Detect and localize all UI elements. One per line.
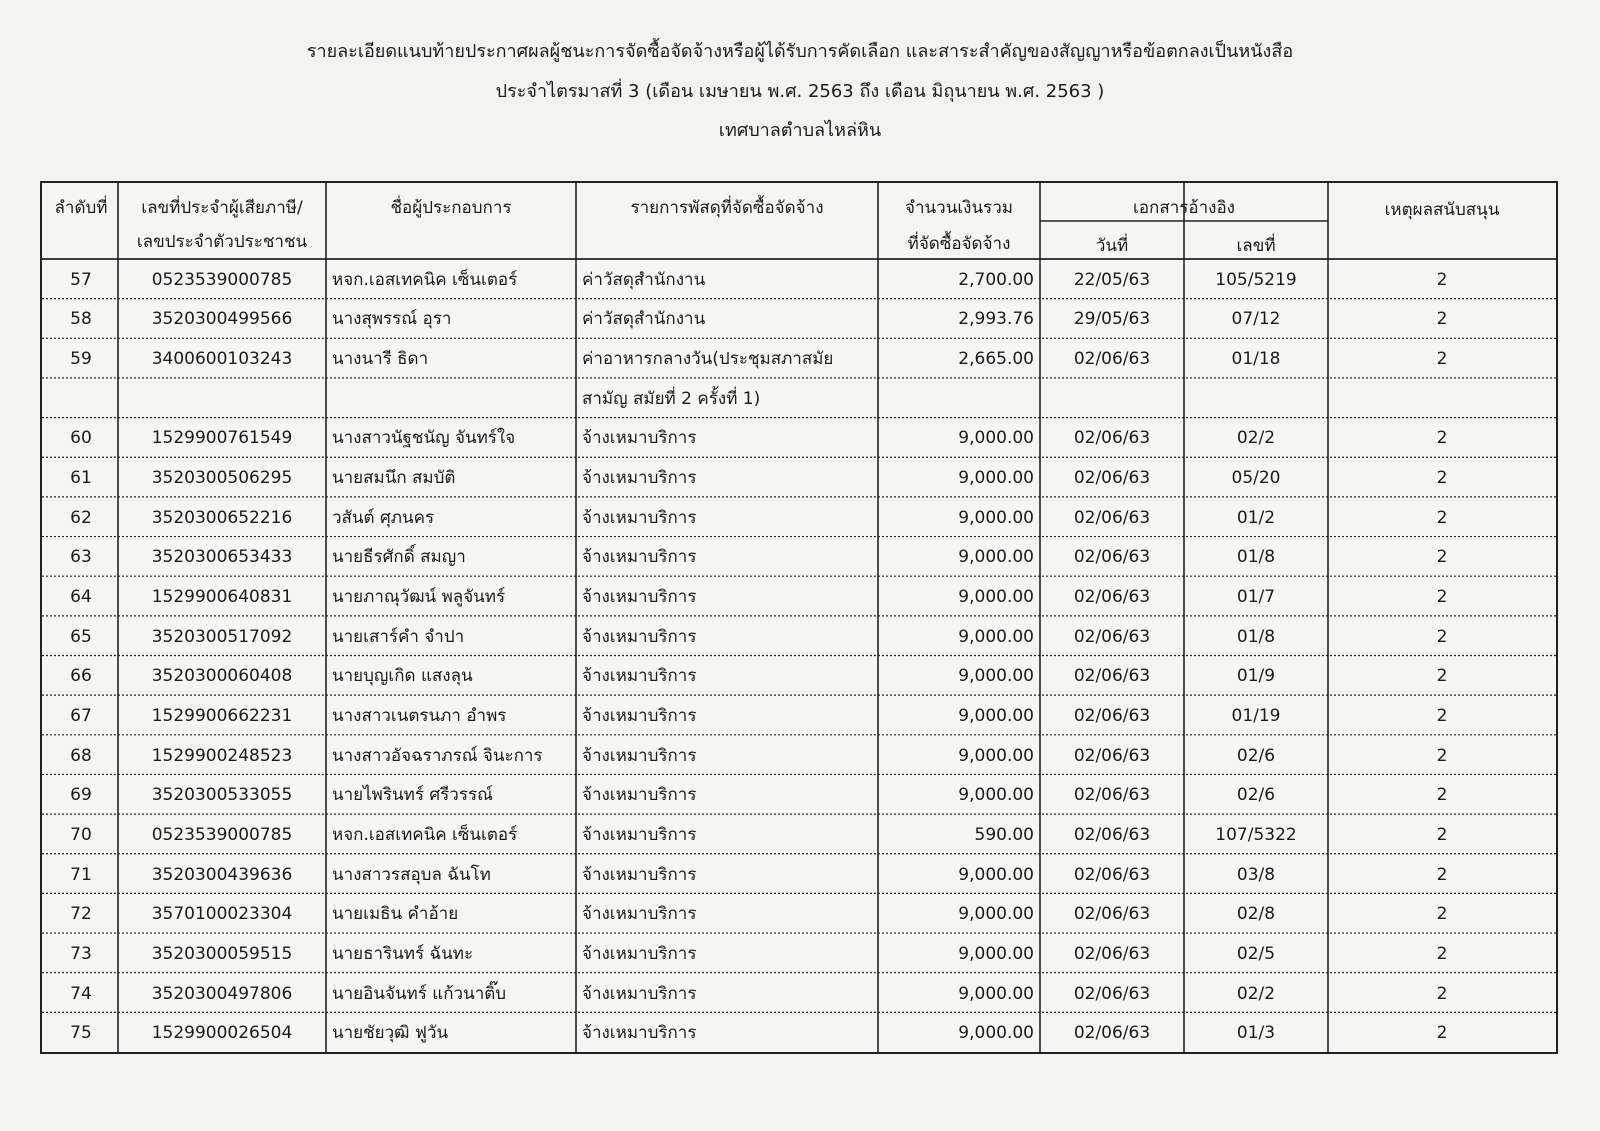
row-ref-date: 02/06/63	[1073, 349, 1151, 370]
row-reason: 2	[1436, 547, 1448, 568]
row-ref-no: 01/7	[1236, 587, 1276, 608]
row-vendor: หจก.เอสเทคนิค เซ็นเตอร์	[332, 269, 518, 290]
row-item: จ้างเหมาบริการ	[582, 983, 697, 1004]
row-reason: 2	[1436, 309, 1448, 330]
row-reason: 2	[1436, 943, 1448, 964]
row-number: 61	[70, 468, 92, 489]
column-header-ref-date: วันที่	[1095, 236, 1129, 256]
row-amount: 9,000.00	[958, 468, 1034, 489]
row-amount: 9,000.00	[958, 1023, 1034, 1044]
row-tax-id: 1529900662231	[151, 705, 293, 726]
row-amount: 9,000.00	[958, 705, 1034, 726]
row-item: จ้างเหมาบริการ	[582, 1023, 697, 1044]
row-tax-id: 0523539000785	[151, 824, 293, 845]
row-reason: 2	[1436, 824, 1448, 845]
row-vendor: นายภาณุวัฒน์ พลูจันทร์	[332, 587, 506, 608]
row-amount: 590.00	[974, 824, 1034, 845]
row-ref-date: 29/05/63	[1073, 309, 1151, 330]
row-amount: 9,000.00	[958, 785, 1034, 806]
row-item: จ้างเหมาบริการ	[582, 468, 697, 489]
row-reason: 2	[1436, 349, 1448, 370]
row-tax-id: 3520300497806	[151, 983, 293, 1004]
row-reason: 2	[1436, 269, 1448, 290]
row-tax-id: 3400600103243	[151, 349, 293, 370]
row-item: จ้างเหมาบริการ	[582, 943, 697, 964]
row-vendor: นายไพรินทร์ ศรีวรรณ์	[332, 785, 493, 806]
row-item: จ้างเหมาบริการ	[582, 824, 697, 845]
row-ref-no: 01/2	[1236, 507, 1276, 528]
row-vendor: นางนารี ธิดา	[332, 349, 429, 370]
row-ref-date: 02/06/63	[1073, 983, 1151, 1004]
row-reason: 2	[1436, 983, 1448, 1004]
row-ref-no: 07/12	[1231, 309, 1281, 330]
row-amount: 9,000.00	[958, 666, 1034, 687]
row-tax-id: 3520300439636	[151, 864, 293, 885]
row-number: 60	[70, 428, 92, 449]
row-number: 75	[70, 1023, 92, 1044]
row-tax-id: 3520300059515	[151, 943, 293, 964]
row-ref-date: 02/06/63	[1073, 626, 1151, 647]
row-item: จ้างเหมาบริการ	[582, 745, 697, 766]
row-number: 63	[70, 547, 92, 568]
row-vendor: นายสมนึก สมบัติ	[332, 468, 456, 489]
row-ref-no: 107/5322	[1215, 824, 1297, 845]
row-tax-id: 3520300499566	[151, 309, 293, 330]
row-ref-date: 02/06/63	[1073, 824, 1151, 845]
row-amount: 9,000.00	[958, 943, 1034, 964]
row-reason: 2	[1436, 666, 1448, 687]
row-tax-id: 3570100023304	[151, 904, 293, 925]
row-reason: 2	[1436, 745, 1448, 766]
row-amount: 2,665.00	[958, 349, 1034, 370]
row-number: 69	[70, 785, 92, 806]
row-ref-no: 02/6	[1236, 785, 1276, 806]
row-number: 62	[70, 507, 92, 528]
row-amount: 9,000.00	[958, 745, 1034, 766]
row-vendor: นางสาวนัฐชนัญ จันทร์ใจ	[332, 428, 516, 449]
row-reason: 2	[1436, 428, 1448, 449]
row-amount: 9,000.00	[958, 904, 1034, 925]
row-tax-id: 3520300060408	[151, 666, 293, 687]
row-ref-date: 02/06/63	[1073, 1023, 1151, 1044]
row-ref-date: 02/06/63	[1073, 666, 1151, 687]
row-number: 70	[70, 824, 92, 845]
row-ref-date: 02/06/63	[1073, 428, 1151, 449]
row-ref-no: 01/9	[1236, 666, 1276, 687]
row-number: 59	[70, 349, 92, 370]
row-ref-no: 02/2	[1236, 428, 1276, 449]
row-vendor: นายเมธิน คำอ้าย	[332, 904, 459, 925]
column-header-no: ลำดับที่	[54, 198, 108, 218]
row-item: สามัญ สมัยที่ 2 ครั้งที่ 1)	[582, 388, 761, 409]
row-ref-no: 01/3	[1236, 1023, 1276, 1044]
row-reason: 2	[1436, 507, 1448, 528]
row-item: จ้างเหมาบริการ	[582, 785, 697, 806]
row-ref-no: 02/2	[1236, 983, 1276, 1004]
row-item: จ้างเหมาบริการ	[582, 904, 697, 925]
column-header-reason: เหตุผลสนับสนุน	[1384, 200, 1500, 220]
row-vendor: นางสุพรรณ์ อุรา	[332, 309, 452, 330]
row-item: จ้างเหมาบริการ	[582, 666, 697, 687]
row-reason: 2	[1436, 468, 1448, 489]
row-tax-id: 0523539000785	[151, 269, 293, 290]
row-vendor: วสันต์ ศุภนคร	[332, 507, 435, 528]
row-tax-id: 1529900026504	[151, 1023, 293, 1044]
row-number: 74	[70, 983, 92, 1004]
row-reason: 2	[1436, 785, 1448, 806]
row-vendor: นางสาวเนตรนภา อำพร	[332, 705, 507, 726]
row-amount: 2,700.00	[958, 269, 1034, 290]
row-ref-date: 02/06/63	[1073, 587, 1151, 608]
row-reason: 2	[1436, 1023, 1448, 1044]
row-number: 73	[70, 943, 92, 964]
row-ref-no: 02/8	[1236, 904, 1276, 925]
row-ref-date: 22/05/63	[1073, 269, 1151, 290]
row-ref-date: 02/06/63	[1073, 547, 1151, 568]
row-ref-date: 02/06/63	[1073, 785, 1151, 806]
row-number: 67	[70, 705, 92, 726]
row-amount: 9,000.00	[958, 507, 1034, 528]
column-header-item: รายการพัสดุที่จัดซื้อจัดจ้าง	[630, 198, 824, 218]
row-amount: 9,000.00	[958, 587, 1034, 608]
row-ref-no: 01/18	[1231, 349, 1281, 370]
row-amount: 9,000.00	[958, 428, 1034, 449]
row-ref-no: 105/5219	[1215, 269, 1297, 290]
row-item: จ้างเหมาบริการ	[582, 705, 697, 726]
column-header-amount: จำนวนเงินรวม	[905, 198, 1013, 218]
row-ref-date: 02/06/63	[1073, 468, 1151, 489]
row-item: จ้างเหมาบริการ	[582, 547, 697, 568]
row-reason: 2	[1436, 705, 1448, 726]
row-item: ค่าวัสดุสำนักงาน	[582, 309, 706, 330]
row-ref-date: 02/06/63	[1073, 864, 1151, 885]
row-tax-id: 1529900640831	[151, 587, 293, 608]
row-ref-date: 02/06/63	[1073, 507, 1151, 528]
row-tax-id: 3520300533055	[151, 785, 293, 806]
row-vendor: นายธารินทร์ ฉันทะ	[332, 943, 474, 964]
row-vendor: หจก.เอสเทคนิค เซ็นเตอร์	[332, 824, 518, 845]
row-tax-id: 3520300506295	[151, 468, 293, 489]
row-ref-date: 02/06/63	[1073, 943, 1151, 964]
row-ref-no: 02/6	[1236, 745, 1276, 766]
row-number: 58	[70, 309, 92, 330]
row-tax-id: 1529900761549	[151, 428, 293, 449]
document-title: รายละเอียดแนบท้ายประกาศผลผู้ชนะการจัดซื้อจัดจ้างหรือผู้ได้รับการคัดเลือก และสาระสำคัญของสัญญาหรือข้อตกลงเป็นหนังสือ	[306, 41, 1294, 62]
row-ref-no: 03/8	[1236, 864, 1276, 885]
row-ref-date: 02/06/63	[1073, 745, 1151, 766]
row-tax-id: 3520300652216	[151, 507, 293, 528]
row-number: 57	[70, 269, 92, 290]
column-header-reference: เอกสารอ้างอิง	[1133, 198, 1235, 218]
row-reason: 2	[1436, 587, 1448, 608]
row-number: 64	[70, 587, 92, 608]
row-item: ค่าวัสดุสำนักงาน	[582, 269, 706, 290]
row-ref-no: 01/8	[1236, 626, 1276, 647]
row-vendor: นายชัยวุฒิ ฟูวัน	[332, 1023, 449, 1044]
row-vendor: นายบุญเกิด แสงลุน	[332, 666, 473, 687]
row-item: จ้างเหมาบริการ	[582, 507, 697, 528]
row-vendor: นางสาวอัจฉราภรณ์ จินะการ	[332, 745, 543, 766]
row-amount: 9,000.00	[958, 626, 1034, 647]
row-amount: 9,000.00	[958, 983, 1034, 1004]
row-reason: 2	[1436, 904, 1448, 925]
row-number: 68	[70, 745, 92, 766]
row-item: จ้างเหมาบริการ	[582, 864, 697, 885]
column-header-vendor: ชื่อผู้ประกอบการ	[390, 198, 512, 218]
row-reason: 2	[1436, 864, 1448, 885]
row-number: 71	[70, 864, 92, 885]
row-amount: 2,993.76	[958, 309, 1034, 330]
row-item: จ้างเหมาบริการ	[582, 587, 697, 608]
row-tax-id: 3520300517092	[151, 626, 293, 647]
row-vendor: นางสาวรสอุบล ฉันโท	[332, 864, 491, 885]
procurement-table	[40, 181, 1558, 1054]
row-vendor: นายเสาร์คำ จำปา	[332, 626, 465, 647]
row-ref-date: 02/06/63	[1073, 904, 1151, 925]
document-period: ประจำไตรมาสที่ 3 (เดือน เมษายน พ.ศ. 2563 ถึง เดือน มิถุนายน พ.ศ. 2563 )	[495, 81, 1105, 102]
row-number: 65	[70, 626, 92, 647]
row-item: จ้างเหมาบริการ	[582, 428, 697, 449]
row-vendor: นายอินจันทร์ แก้วนาติ๊บ	[332, 983, 507, 1004]
row-item: จ้างเหมาบริการ	[582, 626, 697, 647]
row-amount: 9,000.00	[958, 547, 1034, 568]
row-reason: 2	[1436, 626, 1448, 647]
row-ref-no: 01/19	[1231, 705, 1281, 726]
row-ref-date: 02/06/63	[1073, 705, 1151, 726]
column-header-amount-line2: ที่จัดซื้อจัดจ้าง	[907, 234, 1011, 254]
column-header-tax-id-line2: เลขประจำตัวประชาชน	[136, 232, 308, 252]
row-number: 66	[70, 666, 92, 687]
row-number: 72	[70, 904, 92, 925]
column-header-ref-no: เลขที่	[1236, 236, 1276, 256]
column-header-tax-id: เลขที่ประจำผู้เสียภาษี/	[141, 198, 303, 218]
row-ref-no: 01/8	[1236, 547, 1276, 568]
row-tax-id: 3520300653433	[151, 547, 293, 568]
row-vendor: นายธีรศักดิ์ สมญา	[332, 547, 466, 568]
document-organization: เทศบาลตำบลไหล่หิน	[718, 120, 882, 141]
row-amount: 9,000.00	[958, 864, 1034, 885]
row-tax-id: 1529900248523	[151, 745, 293, 766]
row-ref-no: 05/20	[1231, 468, 1281, 489]
row-ref-no: 02/5	[1236, 943, 1276, 964]
row-item: ค่าอาหารกลางวัน(ประชุมสภาสมัย	[582, 349, 834, 370]
